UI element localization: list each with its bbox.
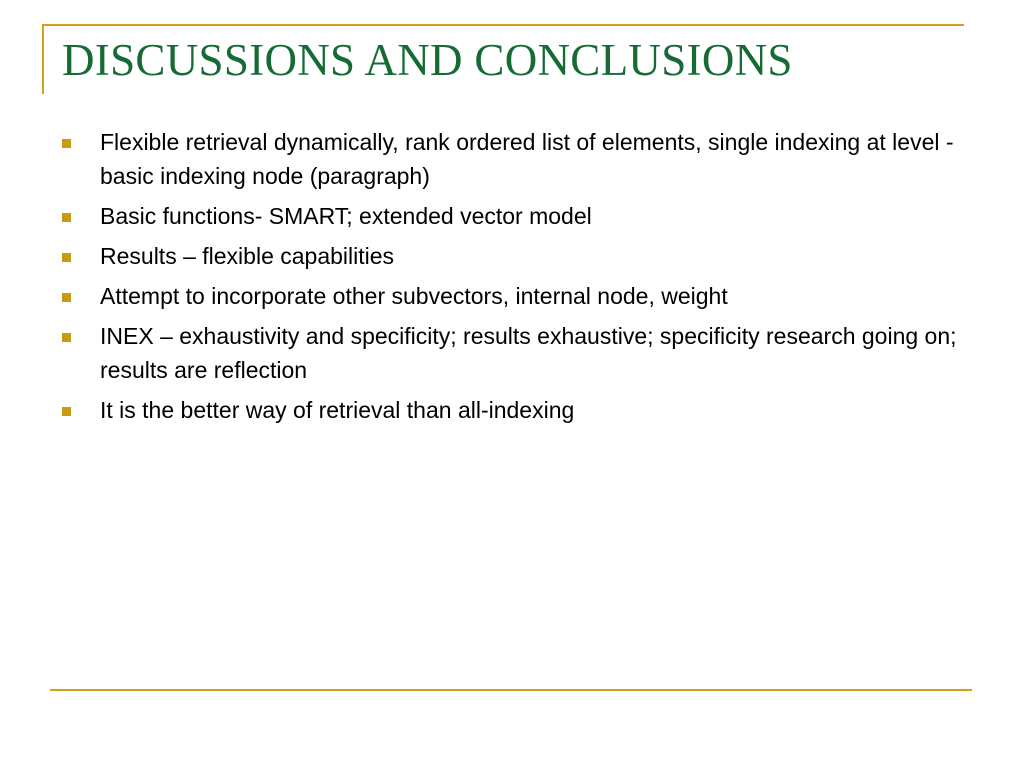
left-border-line: [42, 24, 44, 94]
square-bullet-icon: [62, 213, 71, 222]
bullet-text: Flexible retrieval dynamically, rank ordered list of elements, single indexing at level - basic indexing node (paragraph): [100, 129, 954, 189]
square-bullet-icon: [62, 333, 71, 342]
bullet-item: [62, 279, 962, 313]
top-border-line: [42, 24, 964, 26]
bullet-item: [62, 319, 962, 387]
slide-title: DISCUSSIONS AND CONCLUSIONS: [62, 35, 793, 85]
square-bullet-icon: [62, 139, 71, 148]
square-bullet-icon: [62, 407, 71, 416]
bottom-border-line: [50, 689, 972, 691]
bullet-text: Results – flexible capabilities: [100, 243, 395, 269]
bullet-text: It is the better way of retrieval than all-indexing: [100, 397, 575, 423]
bullet-item: [62, 239, 962, 273]
square-bullet-icon: [62, 253, 71, 262]
bullet-text: INEX – exhaustivity and specificity; results exhaustive; specificity research going on; results are reflection: [100, 323, 957, 383]
bullet-item: [62, 199, 962, 233]
bullet-list: [62, 125, 962, 433]
bullet-text: Basic functions- SMART; extended vector model: [100, 203, 592, 229]
bullet-item: [62, 393, 962, 427]
bullet-item: [62, 125, 962, 193]
bullet-text: Attempt to incorporate other subvectors, internal node, weight: [100, 283, 728, 309]
square-bullet-icon: [62, 293, 71, 302]
